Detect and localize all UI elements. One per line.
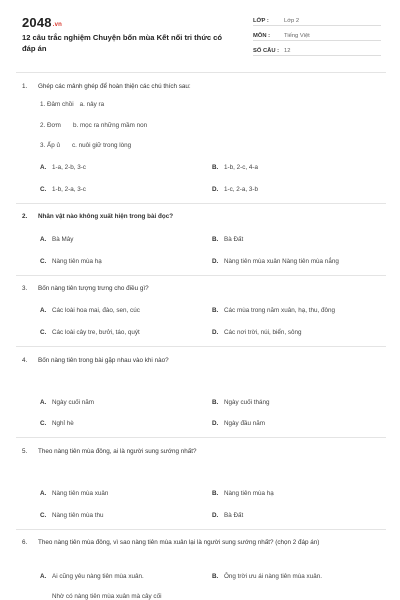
option-text: Nàng tiên mùa thu: [52, 512, 104, 519]
question-divider: [16, 275, 386, 276]
option-letter: B.: [212, 307, 219, 314]
match-line-1: [40, 101, 104, 108]
option-letter: D.: [212, 258, 219, 265]
meta-subject-label: MÔN :: [253, 33, 271, 39]
option-letter: A.: [40, 573, 47, 580]
option-d[interactable]: [212, 512, 243, 519]
option-text: Nghỉ hè: [52, 420, 74, 427]
option-b[interactable]: [212, 236, 243, 243]
question-number: 6.: [22, 539, 28, 546]
option-text: Bà Đất: [224, 512, 244, 519]
question-text: Theo nàng tiên mùa đông, vì sao nàng tiên mùa xuân lại là người sung sướng nhất? (chọn 2 đáp án): [38, 539, 320, 546]
option-b[interactable]: [212, 573, 322, 580]
option-text: 1-b, 2-a, 3-c: [52, 186, 86, 193]
option-letter: A.: [40, 399, 47, 406]
option-b[interactable]: [212, 399, 270, 406]
option-text: Các loài cây tre, bưởi, táo, quýt: [52, 329, 140, 336]
option-b[interactable]: [212, 490, 274, 497]
match-left: 3. Ấp ủ: [40, 142, 60, 149]
option-letter: C.: [40, 512, 47, 519]
question-text: Nhân vật nào không xuất hiện trong bài đọc?: [38, 213, 174, 220]
option-text: Ngày cuối tháng: [224, 399, 270, 406]
option-a[interactable]: [40, 399, 94, 406]
option-text: Nàng tiên mùa hạ: [52, 258, 102, 265]
question-number: 2.: [22, 213, 28, 220]
option-letter: D.: [212, 512, 219, 519]
option-letter: C.: [40, 420, 47, 427]
match-left: 1. Đâm chồi: [40, 101, 74, 108]
option-b[interactable]: [212, 164, 258, 171]
option-text: Nàng tiên mùa hạ: [224, 490, 274, 497]
document-title: 12 câu trắc nghiệm Chuyện bốn mùa Kết nối tri thức có đáp án: [22, 33, 223, 53]
meta-count-label: SỐ CÂU :: [253, 48, 280, 54]
meta-count: [253, 46, 381, 56]
option-b[interactable]: [212, 307, 335, 314]
meta-subject-value: Tiếng Việt: [284, 33, 310, 39]
option-c[interactable]: [40, 186, 86, 193]
match-line-2: [40, 122, 147, 129]
document-header: [0, 0, 400, 68]
option-text: 1-b, 2-c, 4-a: [224, 164, 258, 171]
question-divider: [16, 346, 386, 347]
option-letter: A.: [40, 490, 47, 497]
logo-suffix: .vn: [52, 22, 63, 28]
question-number: 4.: [22, 357, 28, 364]
question-number: 5.: [22, 448, 28, 455]
match-line-3: [40, 142, 131, 149]
option-text: Các loài hoa mai, đào, sen, cúc: [52, 307, 140, 314]
option-c[interactable]: [40, 258, 102, 265]
option-text: Bà Đất: [224, 236, 244, 243]
option-c[interactable]: [40, 420, 74, 427]
question-number: 1.: [22, 83, 28, 90]
option-c[interactable]: [40, 512, 103, 519]
logo-text: 2048: [22, 15, 52, 30]
question-divider: [16, 203, 386, 204]
site-logo[interactable]: [22, 15, 62, 30]
question-text: Bốn nàng tiên trong bài gặp nhau vào khi nào?: [38, 357, 169, 364]
option-text: Ai cũng yêu nàng tiên mùa xuân.: [52, 573, 144, 580]
option-text: Nàng tiên mùa xuân: [52, 490, 109, 497]
option-d[interactable]: [212, 258, 339, 265]
option-letter: C.: [40, 258, 47, 265]
option-c[interactable]: [52, 593, 162, 600]
meta-count-value: 12: [284, 48, 291, 54]
option-letter: C.: [40, 186, 47, 193]
option-text: Các nơi trời, núi, biển, sông: [224, 329, 302, 336]
option-text: Nàng tiên mùa xuân Nàng tiên mùa nắng: [224, 258, 339, 265]
option-d[interactable]: [212, 329, 302, 336]
option-a[interactable]: [40, 573, 144, 580]
question-text: Ghép các mảnh ghép để hoàn thiện các chú thích sau:: [38, 83, 191, 90]
option-text: 1-c, 2-a, 3-b: [224, 186, 258, 193]
option-text: Ngày đầu năm: [224, 420, 265, 427]
option-letter: C.: [40, 329, 47, 336]
option-a[interactable]: [40, 490, 108, 497]
question-text: Theo nàng tiên mùa đông, ai là người sung sướng nhất?: [38, 448, 197, 455]
option-d[interactable]: [212, 420, 265, 427]
option-text: 1-a, 2-b, 3-c: [52, 164, 86, 171]
meta-grade-label: LỚP :: [253, 18, 269, 24]
option-letter: A.: [40, 307, 47, 314]
option-a[interactable]: [40, 164, 86, 171]
match-left: 2. Đơm: [40, 122, 61, 129]
option-letter: B.: [212, 490, 219, 497]
option-d[interactable]: [212, 186, 258, 193]
option-a[interactable]: [40, 236, 73, 243]
meta-grade-value: Lớp 2: [284, 18, 300, 24]
option-letter: D.: [212, 329, 219, 336]
option-letter: D.: [212, 186, 219, 193]
option-letter: D.: [212, 420, 219, 427]
option-text: Các mùa trong năm xuân, hạ, thu, đông: [224, 307, 335, 314]
match-right: a. nảy ra: [79, 101, 105, 108]
option-text: Bà Mây: [52, 236, 74, 243]
question-divider: [16, 437, 386, 438]
option-letter: B.: [212, 164, 219, 171]
option-letter: B.: [212, 573, 219, 580]
option-text: Ngày cuối năm: [52, 399, 94, 406]
header-divider: [16, 72, 386, 73]
option-text: Ông trời ưu ái nàng tiên mùa xuân.: [224, 573, 322, 580]
question-number: 3.: [22, 285, 28, 292]
question-text: Bốn nàng tiên tượng trưng cho điều gì?: [38, 285, 149, 292]
meta-subject: [253, 31, 381, 41]
option-letter: B.: [212, 399, 219, 406]
option-text: Nhờ có nàng tiên mùa xuân mà cây cối: [52, 593, 162, 600]
option-c[interactable]: [40, 329, 140, 336]
option-letter: B.: [212, 236, 219, 243]
question-divider: [16, 529, 386, 530]
meta-grade: [253, 16, 381, 26]
match-right: c. nuôi giữ trong lòng: [71, 142, 132, 149]
option-a[interactable]: [40, 307, 140, 314]
option-letter: A.: [40, 164, 47, 171]
option-letter: A.: [40, 236, 47, 243]
match-right: b. mọc ra những mầm non: [72, 122, 148, 129]
